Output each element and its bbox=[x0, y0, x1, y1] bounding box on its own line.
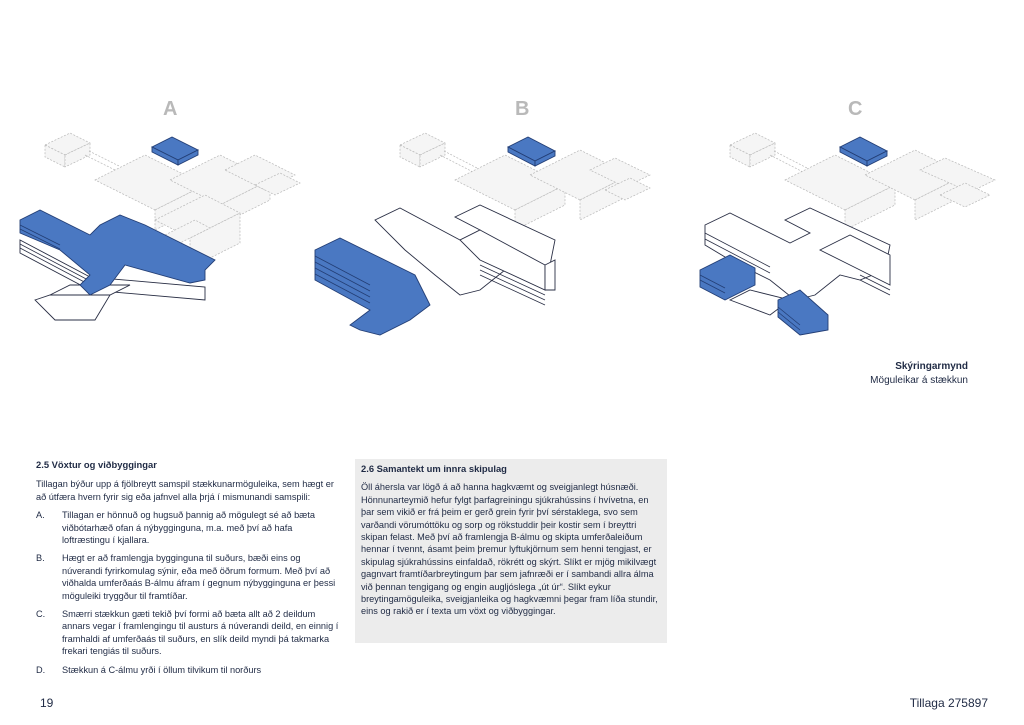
list-item bbox=[36, 552, 339, 602]
growth-options-list bbox=[36, 509, 339, 676]
project-id: Tillaga 275897 bbox=[909, 696, 988, 710]
diagram-variant-b bbox=[305, 125, 665, 355]
caption-subtitle: Möguleikar á stækkun bbox=[870, 375, 968, 386]
page-number: 19 bbox=[40, 696, 54, 710]
variant-label-c: C bbox=[848, 98, 864, 120]
list-item-text: Tillagan er hönnuð og hugsuð þannig að mögulegt sé að bæta viðbótarhæð ofan á nýbygginguna, m.a. með því að hafa loftræstingu í kjallara. bbox=[62, 510, 316, 546]
variant-label-b: B bbox=[515, 98, 531, 120]
list-item-text: Smærri stækkun gæti tekið því formi að bæta allt að 2 deildum annars vegar í framlengingu til austurs á núverandi deild, en einnig í framhaldi af umferðaás til suðurs, en slík deild myndi þá takmarka frekari tengiás til suðurs. bbox=[62, 609, 339, 657]
section-summary-body: Öll áhersla var lögð á að hanna hagkvæmt og sveigjanlegt húsnæði. Hönnunarteymið hefur fylgt þarfagreiningu sjúkrahússins í hvívetna, en þar sem vikið er frá þeim er gerð grein fyrir því sérstaklega, svo sem varðandi vörumóttöku og sorp og rökstuddir þeir kostir sem í breyttri skipan felast. Með því að framlengja B-álmu og skipta umferðaleiðum hennar í tvennt, ásamt þeim þremur lyftukjörnum sem henni tengjast, er skipulag sjúkrahússins einfaldað, rökrétt og skýrt. Slíkt er mjög mikilvægt gagnvart framtíðarbreytingum þar sem jafnræði er í sambandi allra álma við þennan tengigang og engin augljóslega „út úr“. Slíkt eykur breytingamöguleika, sveigjanleika og hagkvæmni þegar fram líða stundir, eins og rakið er í texta um vöxt og viðbyggingar. bbox=[361, 482, 658, 617]
section-growth-heading: 2.5 Vöxtur og viðbyggingar bbox=[36, 459, 157, 470]
list-marker: A. bbox=[36, 510, 45, 521]
caption-title: Skýringarmynd bbox=[895, 361, 968, 372]
proposed-building-b bbox=[315, 205, 555, 335]
list-marker: B. bbox=[36, 553, 45, 564]
diagram-variant-a bbox=[15, 125, 345, 335]
section-summary-panel bbox=[355, 459, 667, 643]
list-item-text: Stækkun á C-álmu yrði í öllum tilvikum til norðurs bbox=[62, 664, 262, 675]
list-marker: D. bbox=[36, 664, 46, 675]
list-item bbox=[36, 509, 339, 546]
proposed-building-c bbox=[700, 208, 890, 335]
list-item bbox=[36, 664, 339, 676]
list-marker: C. bbox=[36, 609, 46, 620]
variant-label-a: A bbox=[163, 98, 179, 120]
section-growth bbox=[36, 459, 339, 682]
section-growth-intro: Tillagan býður upp á fjölbreytt samspil stækkunarmöguleika, sem hægt er að útfæra hvern fyrir sig eða jafnvel alla þrjá í mismunandi samspili: bbox=[36, 479, 334, 502]
figure-caption bbox=[870, 360, 968, 388]
list-item bbox=[36, 608, 339, 658]
section-summary-heading: 2.6 Samantekt um innra skipulag bbox=[361, 463, 507, 474]
list-item-text: Hægt er að framlengja bygginguna til suðurs, bæði eins og núverandi fyrirkomulag sýnir, eða með öðrum formum. Með því að viðhalda umferðaás B-álmu áfram í gegnum nýbygginguna er þessi möguleiki tryggður til framtíðar. bbox=[62, 553, 336, 601]
diagram-variant-c bbox=[690, 125, 1010, 340]
south-extension bbox=[778, 290, 828, 335]
